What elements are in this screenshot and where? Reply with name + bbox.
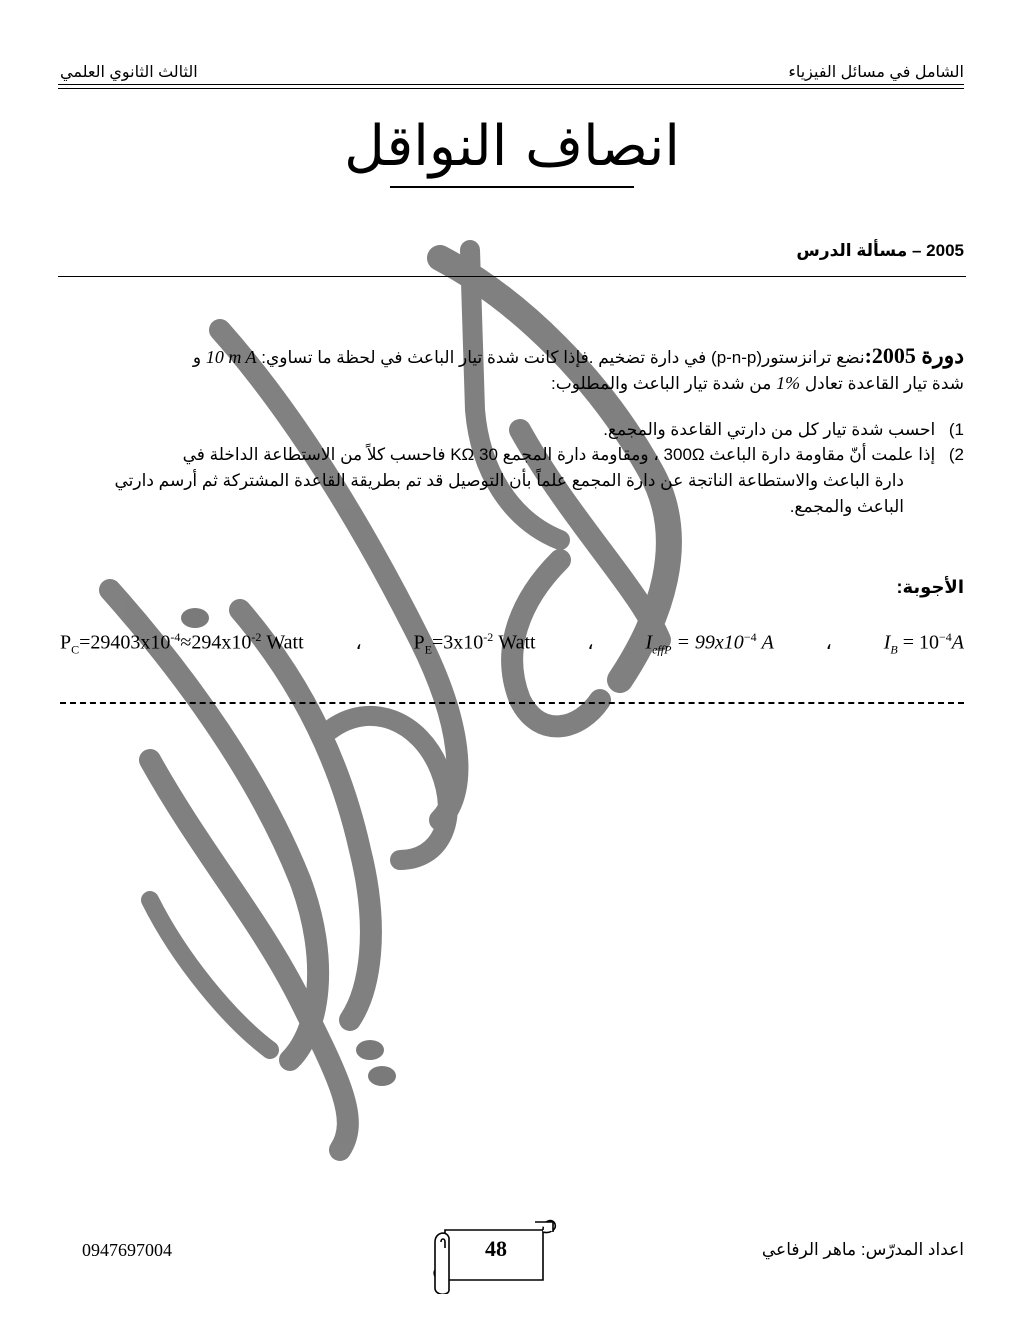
question-text-2b: من شدة تيار الباعث والمطلوب: <box>551 374 772 393</box>
footer-author: اعداد المدرّس: ماهر الرفاعي <box>761 1240 964 1259</box>
lesson-title: انصاف النواقل <box>344 114 680 179</box>
item-text-continued: الباعث والمجمع. <box>789 497 904 516</box>
session-heading: 2005 – مسألة الدرس <box>796 241 964 260</box>
question-line-2 <box>551 371 964 396</box>
header-grade: الثالث الثانوي العلمي <box>60 64 198 81</box>
base-ratio-value: 1% <box>776 373 801 393</box>
watermark-dot <box>368 1066 396 1086</box>
item-text-continued: دارة الباعث والاستطاعة الناتجة عن دارة المجمع علماً بأن التوصيل قد تم بطريقة القاعدة المشتركة ثم أرسم دارتي <box>114 471 904 490</box>
item-number: 2) <box>948 445 964 464</box>
item-number: 1) <box>948 420 964 439</box>
emitter-power-answer: $P_E=3x10^{-2}$ Watt <box>413 630 536 657</box>
answer-separator: ، <box>355 632 362 654</box>
question-text-1: نضع ترانزستور(p-n-p) في دارة تضخيم .فإذا كانت شدة تيار الباعث في لحظة ما تساوي: <box>261 348 865 367</box>
answers-row <box>60 630 964 658</box>
base-current-answer: $I_B = 10^{-4}A$ <box>883 630 964 657</box>
question-label: دورة 2005: <box>864 343 964 368</box>
footer-phone: 0947697004 <box>82 1240 172 1260</box>
effective-current-answer: $I_{effP} = 99x10^{-4}$ A <box>645 630 774 657</box>
collector-power-answer: $P_C=29403x10^{-4}\approx 294x10^{-2}$ Watt <box>60 630 304 657</box>
answers-label: الأجوبة: <box>896 577 964 597</box>
answer-separator: ، <box>587 632 594 654</box>
header-book-title: الشامل في مسائل الفيزياء <box>788 64 964 81</box>
question-item <box>58 443 964 467</box>
emitter-current-value: 10 m A <box>205 347 257 367</box>
answer-separator: ، <box>825 632 832 654</box>
title-underline <box>390 186 634 188</box>
question-item <box>603 418 964 442</box>
session-divider <box>58 276 966 277</box>
question-line-1 <box>58 343 964 371</box>
header-divider <box>58 84 964 85</box>
question-line1-end: و <box>192 348 202 367</box>
question-text-2a: شدة تيار القاعدة تعادل <box>804 374 964 393</box>
header-divider-thin <box>58 88 964 89</box>
watermark-dot <box>356 1040 384 1060</box>
item-text: إذا علمت أنّ مقاومة دارة الباعث 300Ω ، ومقاومة دارة المجمع 30 KΩ فاحسب كلاً من الاستطاعة الداخلة في <box>182 445 936 464</box>
section-dashed-divider <box>60 702 964 704</box>
item-text: احسب شدة تيار كل من دارتي القاعدة والمجمع. <box>603 420 936 439</box>
page-number: 48 <box>485 1236 507 1261</box>
watermark-dot <box>181 608 209 628</box>
